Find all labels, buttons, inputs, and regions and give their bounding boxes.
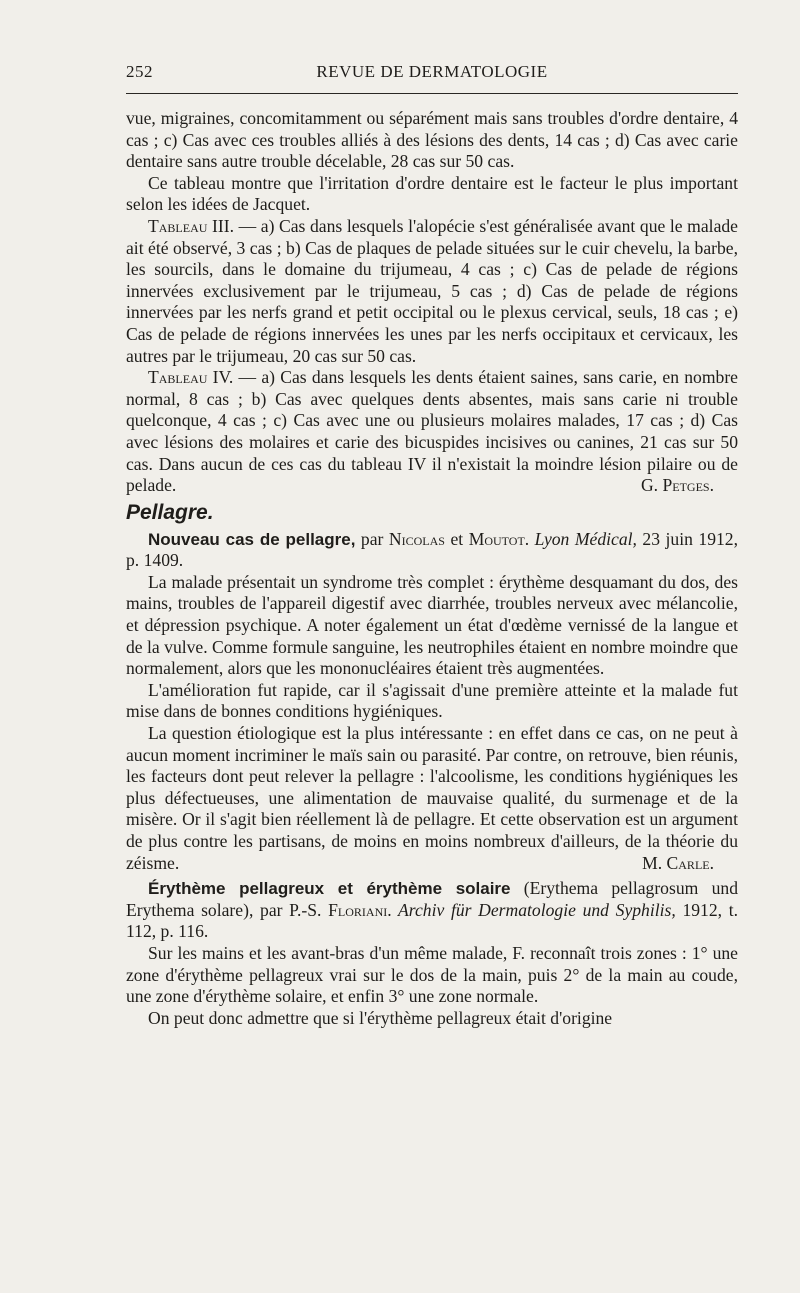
tableau-text: — a) Cas dans lesquels l'alopécie s'est généralisée avant que le malade ait été observé, 3 cas ; b) Cas de plaques de pelade situées sur le cuir chevelu, la barbe, les sourcils, dans le domaine du trijumeau, 4 cas ; c) Cas de pelade de régions innervées exclusivement par le trijumeau, 5 cas ; d) Cas de pelade de régions innervées par les nerfs grand et petit occipital ou le plexus cervical, seuls, 18 cas ; e) Cas de pelade de régions innervées les unes par les nerfs occipitaux et cervicaux, les autres par le trijumeau, 20 cas sur 50 cas. [126,215,738,366]
tableau-iv-paragraph [126,367,738,497]
article-citation [126,878,738,943]
tableau-iii-paragraph [126,216,738,367]
paragraph: La malade présentait un syndrome très complet : érythème desquamant du dos, des mains, troubles de l'appareil digestif avec diarrhée, troubles nerveux avec mélancolie, et dépression psychique. A noter également un état d'œdème vernissé de la langue et de la vulve. Comme formule sanguine, les neutrophiles étaient en nombre moindre que normalement, alors que les mononucléaires étaient très augmentées. [126,571,738,679]
citation-text: et [444,528,469,549]
paragraph-text: La question étiologique est la plus intéressante : en effet dans ce cas, on ne peut à aucun moment incriminer le maïs sain ou parasité. Par contre, on retrouve, bien réunis, les facteurs dont peut relever la pellagre : l'alcoolisme, les conditions hygiéniques les plus défectueuses, une alimentation de mauvaise qualité, du surmenage et de la misère. Or il s'agit bien réellement là de pellagre. Et cette observation est un argument de plus contre les partisans, de moins en moins nombreux d'ailleurs, de la théorie du zéisme. [126,723,738,873]
paragraph [126,723,738,874]
author-name: Moutot. [468,528,530,549]
tableau-label: Tableau IV. [148,367,234,388]
running-title: REVUE DE DERMATOLOGIE [316,62,548,81]
citation-ref: 1912, t. 112, p. 116. [126,899,739,942]
journal-name: Archiv für Dermatologie und Syphilis, [391,899,676,920]
signature: M. Carle. [642,852,714,873]
citation-text: (Erythema pellagrosum und Erythema solare), par P.-S. [126,878,738,920]
paragraph: vue, migraines, concomitamment ou séparément mais sans troubles d'ordre dentaire, 4 cas ; c) Cas avec ces troubles alliés à des lésions des dents, 14 cas ; d) Cas avec carie dentaire sans autre trouble décelable, 28 cas sur 50 cas. [126,108,738,172]
signature: G. Petges. [640,475,714,496]
citation-ref: 23 juin 1912, p. 1409. [126,528,738,571]
paragraph: L'amélioration fut rapide, car il s'agissait d'une première atteinte et la malade fut mise dans de bonnes conditions hygiéniques. [126,679,738,722]
author-name: Nicolas [388,528,445,549]
article-title: Érythème pellagreux et érythème solaire [148,879,511,899]
article-citation [126,529,738,572]
tableau-text: — a) Cas dans lesquels les dents étaient saines, sans carie, en nombre normal, 8 cas ; b) Cas avec quelques dents absentes, mais sans carie ni trouble quelconque, 4 cas ; c) Cas avec une ou plusieurs molaires malades, 17 cas ; d) Cas avec lésions des molaires et carie des bicuspides incisives ou canines, 21 cas sur 50 cas. Dans aucun de ces cas du tableau IV il n'existait la moindre lésion pilaire ou de pelade. [126,367,738,496]
paragraph: Ce tableau montre que l'irritation d'ordre dentaire est le facteur le plus important selon les idées de Jacquet. [126,172,738,215]
header-rule [126,93,738,94]
tableau-label: Tableau III. [148,215,234,236]
author-name: Floriani. [328,899,392,920]
journal-name: Lyon Médical, [529,528,637,549]
article-title: Nouveau cas de pellagre, [148,529,356,549]
page-header [126,62,738,84]
section-heading: Pellagre. [126,500,214,524]
page-number: 252 [126,62,153,81]
article-body [126,108,738,1029]
paragraph: Sur les mains et les avant-bras d'un même malade, F. reconnaît trois zones : 1° une zone d'érythème pellagreux vrai sur le dos de la main, puis 2° de la main au coude, une zone d'érythème solaire, et enfin 3° une zone normale. [126,942,738,1007]
citation-text: par [355,528,389,549]
paragraph: On peut donc admettre que si l'érythème pellagreux était d'origine [148,1007,613,1028]
